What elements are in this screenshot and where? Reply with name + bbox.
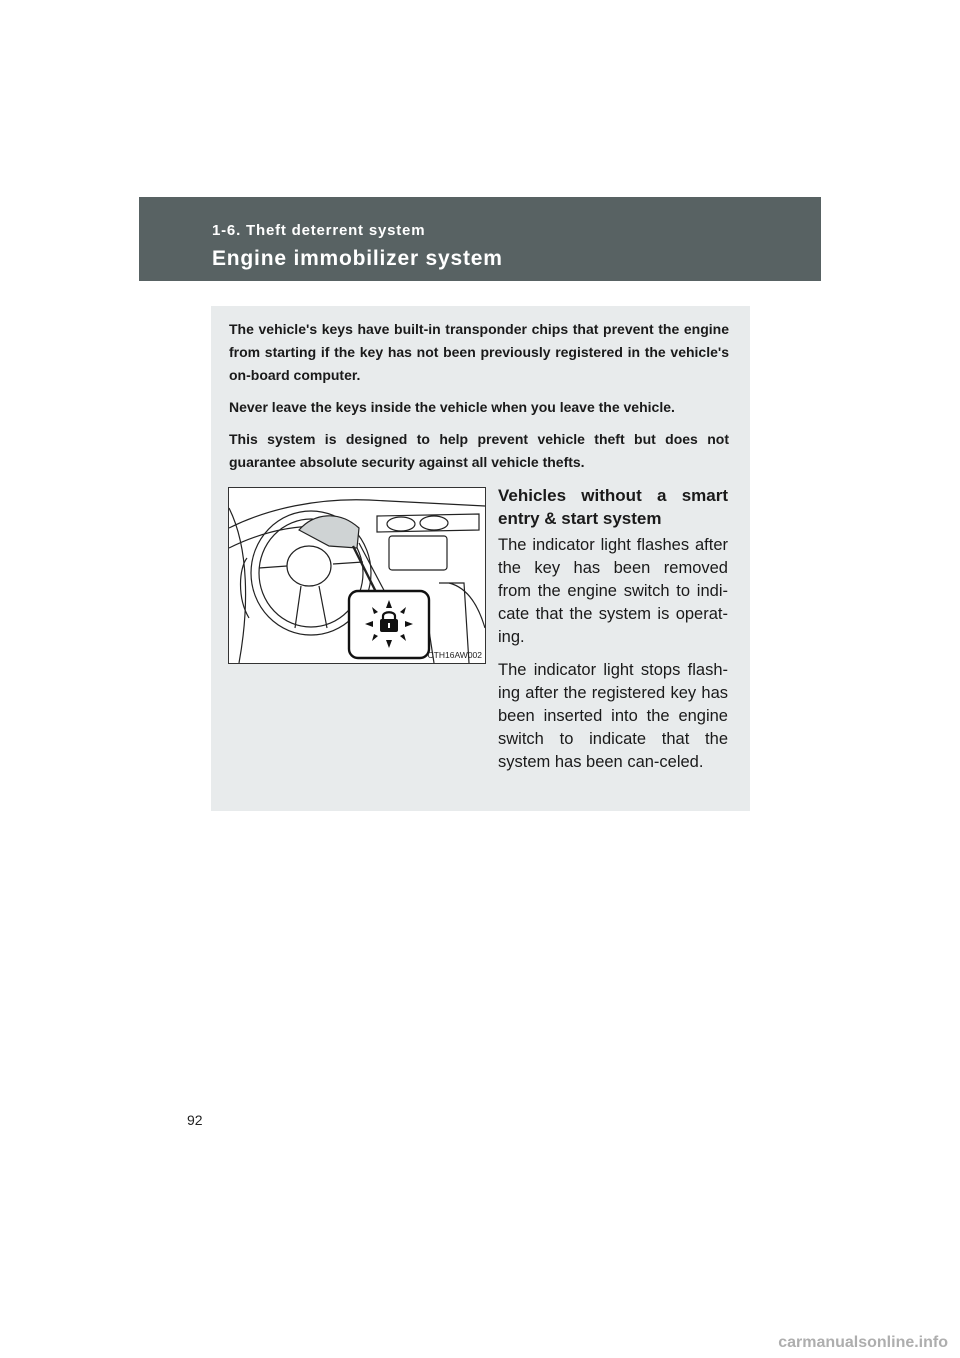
subsection-body	[498, 534, 728, 784]
body-paragraph: The indicator light stops flash-ing after the registered key has been inserted into the engine switch to indicate that the system has been can-celed.	[498, 661, 728, 771]
intro-paragraph: Never leave the keys inside the vehicle when you leave the vehicle.	[229, 399, 675, 415]
intro-paragraph: The vehicle's keys have built-in transponder chips that prevent the engine from starting if the key has not been previously registered in the vehicle's on-board computer.	[229, 321, 729, 383]
intro-paragraph: This system is designed to help prevent vehicle theft but does not guarantee absolute security against all vehicle thefts.	[229, 431, 729, 470]
section-header	[139, 197, 821, 281]
intro-text	[229, 318, 729, 483]
page-title: Engine immobilizer system	[212, 247, 503, 270]
watermark: carmanualsonline.info	[778, 1334, 948, 1351]
subsection-title: Vehicles without a smart entry & start system	[498, 486, 728, 528]
section-label: 1-6. Theft deterrent system	[212, 222, 426, 239]
body-paragraph: The indicator light flashes after the key has been removed from the engine switch to indi-cate that the system is operat-ing.	[498, 536, 728, 646]
dashboard-drawing	[229, 488, 485, 663]
dashboard-illustration	[228, 487, 486, 664]
flashing-lock-indicator-icon	[365, 600, 413, 648]
figure-code: CTH16AW002	[427, 650, 482, 660]
content-panel	[211, 306, 750, 811]
page-number: 92	[187, 1112, 203, 1128]
